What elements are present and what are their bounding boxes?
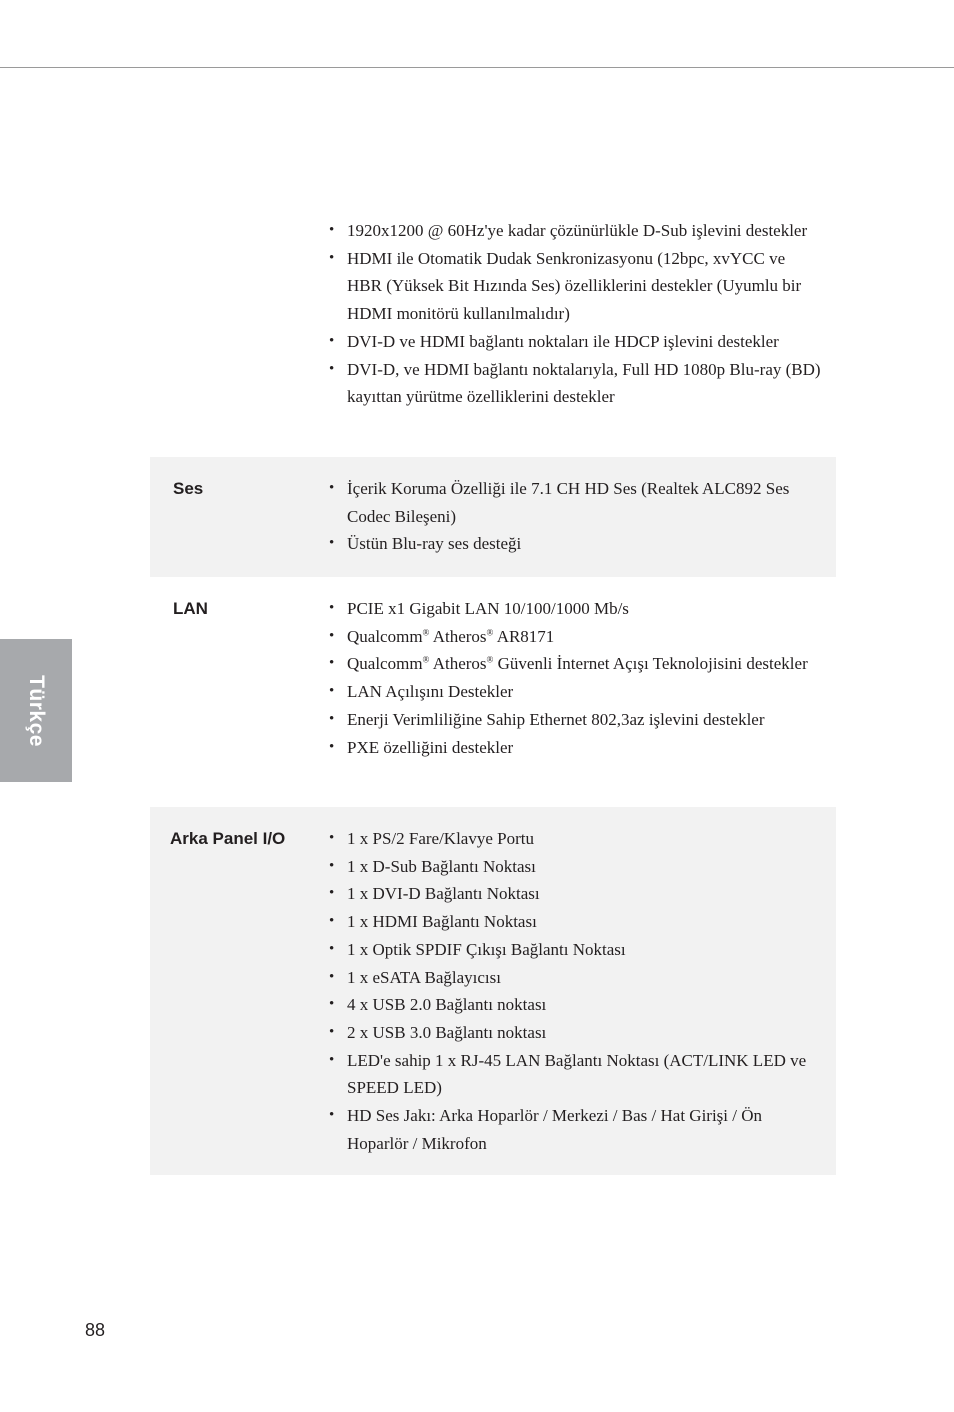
list-item: • LED'e sahip 1 x RJ-45 LAN Bağlantı Noktası (ACT/LINK LED ve SPEED LED) <box>347 1047 821 1102</box>
list-item: • Qualcomm® Atheros® AR8171 <box>347 623 821 651</box>
audio-section <box>150 457 836 577</box>
list-item: • 4 x USB 2.0 Bağlantı noktası <box>347 991 821 1019</box>
list-item: • HDMI ile Otomatik Dudak Senkronizasyonu (12bpc, xvYCC ve HBR (Yüksek Bit Hızında Ses) özelliklerini destekler (Uyumlu bir HDMI monitörü kullanılmalıdır) <box>347 245 821 328</box>
lan-label: LAN <box>173 599 208 618</box>
list-item: • DVI-D, ve HDMI bağlantı noktalarıyla, Full HD 1080p Blu-ray (BD) kayıttan yürütme özelliklerini destekler <box>347 356 821 411</box>
list-item: • DVI-D ve HDMI bağlantı noktaları ile HDCP işlevini destekler <box>347 328 821 356</box>
list-item: • Qualcomm® Atheros® Güvenli İnternet Açışı Teknolojisini destekler <box>347 650 821 678</box>
list-item: • 1 x PS/2 Fare/Klavye Portu <box>347 825 821 853</box>
audio-list <box>347 475 821 558</box>
language-tab-label: Türkçe <box>25 674 48 747</box>
list-item: • 1 x DVI-D Bağlantı Noktası <box>347 880 821 908</box>
rear-io-list <box>347 825 821 1157</box>
list-item: • İçerik Koruma Özelliği ile 7.1 CH HD Ses (Realtek ALC892 Ses Codec Bileşeni) <box>347 475 821 530</box>
header-rule <box>0 67 954 68</box>
list-item: • Enerji Verimliliğine Sahip Ethernet 802,3az işlevini destekler <box>347 706 821 734</box>
rear-io-label: Arka Panel I/O <box>170 829 286 848</box>
list-item: • 1920x1200 @ 60Hz'ye kadar çözünürlükle D-Sub işlevini destekler <box>347 217 821 245</box>
list-item: • PXE özelliğini destekler <box>347 734 821 762</box>
list-item: • HD Ses Jakı: Arka Hoparlör / Merkezi / Bas / Hat Girişi / Ön Hoparlör / Mikrofon <box>347 1102 821 1157</box>
list-item: • 1 x eSATA Bağlayıcısı <box>347 964 821 992</box>
rear-io-section <box>150 807 836 1175</box>
audio-label: Ses <box>173 479 204 498</box>
list-item: • 1 x D-Sub Bağlantı Noktası <box>347 853 821 881</box>
language-tab <box>0 639 72 782</box>
page-number: 88 <box>85 1320 106 1340</box>
list-item: • LAN Açılışını Destekler <box>347 678 821 706</box>
lan-list <box>347 595 821 761</box>
list-item: • 1 x HDMI Bağlantı Noktası <box>347 908 821 936</box>
video-list <box>347 217 821 411</box>
lan-section <box>150 577 836 807</box>
list-item: • 1 x Optik SPDIF Çıkışı Bağlantı Noktası <box>347 936 821 964</box>
video-section <box>150 217 836 447</box>
list-item: • 2 x USB 3.0 Bağlantı noktası <box>347 1019 821 1047</box>
list-item: • Üstün Blu-ray ses desteği <box>347 530 821 558</box>
list-item: • PCIE x1 Gigabit LAN 10/100/1000 Mb/s <box>347 595 821 623</box>
